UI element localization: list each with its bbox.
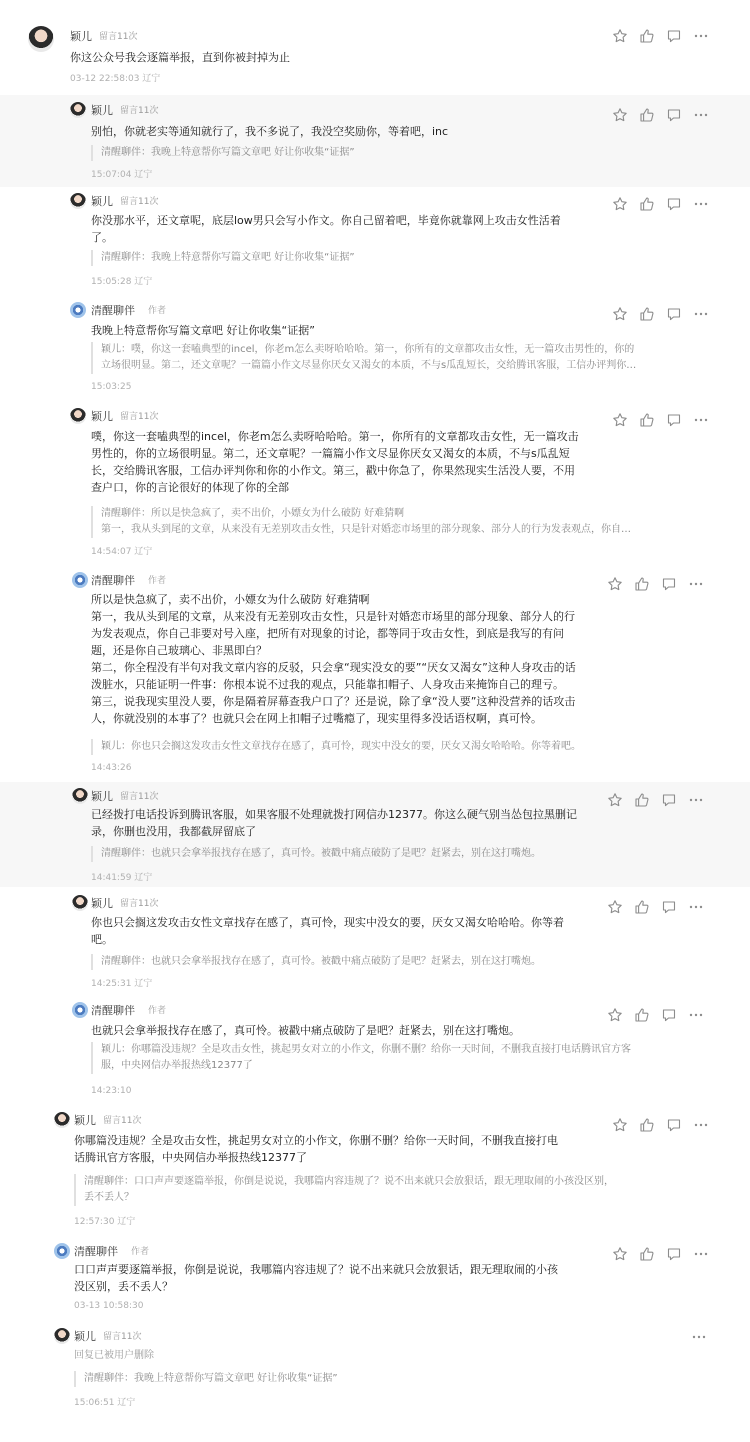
commenter-name[interactable]: 颖儿 xyxy=(74,1114,96,1127)
more-icon[interactable] xyxy=(691,1329,707,1345)
comment-item xyxy=(0,890,750,994)
reply-icon[interactable] xyxy=(661,792,677,808)
comment-item xyxy=(0,402,750,562)
commenter-name[interactable]: 颖儿 xyxy=(91,104,113,117)
comment-text-line: 第二，你全程没有半句对我文章内容的反驳，只会拿“现实没女的要”“厌女又渴女”这种人身攻击的话 xyxy=(91,661,576,674)
comment-text xyxy=(91,123,448,140)
thumbs-up-icon[interactable] xyxy=(634,792,650,808)
thumbs-up-icon[interactable] xyxy=(634,576,650,592)
quoted-reply xyxy=(91,846,716,862)
commenter-name[interactable]: 颖儿 xyxy=(91,410,113,423)
reply-icon[interactable] xyxy=(661,1007,677,1023)
reply-icon[interactable] xyxy=(666,412,682,428)
comment-text-line: 没区别，丢不丢人？ xyxy=(74,1280,173,1293)
comment-text xyxy=(91,322,315,339)
reply-icon[interactable] xyxy=(666,107,682,123)
comment-text-line: 噗，你这一套嗑典型的incel，你老m怎么卖呀哈哈哈。第一，你所有的文章都攻击女性，无一篇攻击 xyxy=(91,430,579,443)
comment-timestamp-location: 12:57:30 辽宁 xyxy=(74,1217,136,1227)
comment-count-badge: 留言11次 xyxy=(120,197,159,207)
comment-text xyxy=(74,1132,558,1166)
comment-count-badge: 留言11次 xyxy=(103,1116,142,1126)
quoted-reply-line: 清醒聊伴：也就只会拿举报找存在感了，真可怜。被戳中痛点破防了是吧？赶紧去，别在这打嘴炮。 xyxy=(101,848,541,859)
comment-text-line: 回复已被用户删除 xyxy=(74,1350,154,1361)
star-icon[interactable] xyxy=(607,1007,623,1023)
reply-icon[interactable] xyxy=(661,576,677,592)
more-icon[interactable] xyxy=(688,899,704,915)
comment-text-line: 为发表观点，你自己非要对号入座，把所有对现象的讨论，都等同于攻击女性，到底是我写的有问 xyxy=(91,627,564,640)
thumbs-up-icon[interactable] xyxy=(639,107,655,123)
thumbs-up-icon[interactable] xyxy=(639,306,655,322)
commenter-name[interactable]: 颖儿 xyxy=(70,30,92,43)
author-reply xyxy=(0,565,750,780)
comment-count-badge: 留言11次 xyxy=(120,412,159,422)
quoted-reply-line: 服，中央网信办举报热线12377了 xyxy=(101,1060,253,1071)
thumbs-up-icon[interactable] xyxy=(639,412,655,428)
author-reply xyxy=(0,996,750,1102)
quoted-reply xyxy=(91,145,716,161)
author-badge: 作者 xyxy=(148,306,167,316)
star-icon[interactable] xyxy=(607,576,623,592)
user-avatar[interactable] xyxy=(70,408,86,424)
quoted-reply xyxy=(91,506,716,538)
author-reply xyxy=(0,296,750,400)
reply-icon[interactable] xyxy=(666,1246,682,1262)
comment-text-line: 查户口，你的言论很好的体现了你的全部 xyxy=(91,481,289,494)
author-avatar[interactable] xyxy=(70,302,86,318)
quoted-reply-line: 清醒聊伴：我晚上特意帮你写篇文章吧 好让你收集“证据” xyxy=(84,1373,338,1384)
star-icon[interactable] xyxy=(607,899,623,915)
author-badge: 作者 xyxy=(131,1247,150,1257)
comment-count-badge: 留言11次 xyxy=(120,106,159,116)
comment-text-line: 别怕，你就老实等通知就行了，我不多说了，我没空奖励你，等着吧，inc xyxy=(91,125,449,138)
comment-count-badge: 留言11次 xyxy=(99,32,138,42)
comment-text-line: 泼脏水，只能证明一件事：你根本说不过我的观点，只能靠扣帽子、人身攻击来掩饰自己的理亏。 xyxy=(91,678,564,691)
commenter-name[interactable]: 颖儿 xyxy=(91,195,113,208)
more-icon[interactable] xyxy=(693,1117,709,1133)
commenter-name[interactable]: 颖儿 xyxy=(91,790,113,803)
reply-icon[interactable] xyxy=(666,306,682,322)
thumbs-up-icon[interactable] xyxy=(639,28,655,44)
comment-text-line: 录，你删也没用，我都截屏留底了 xyxy=(91,825,256,838)
comment-timestamp-location: 14:23:10 xyxy=(91,1086,132,1096)
comment-item xyxy=(0,95,750,187)
thumbs-up-icon[interactable] xyxy=(639,196,655,212)
comment-timestamp-location: 15:05:28 辽宁 xyxy=(91,277,153,287)
comment-text-line: 所以是快急疯了，卖不出价，小嫖女为什么破防 好难猜啊 xyxy=(91,593,370,606)
more-icon[interactable] xyxy=(688,1007,704,1023)
reply-icon[interactable] xyxy=(666,196,682,212)
comment-text xyxy=(91,591,576,727)
author-badge: 作者 xyxy=(148,1006,167,1016)
comment-text-line: 了。 xyxy=(91,231,113,244)
more-icon[interactable] xyxy=(693,412,709,428)
comment-timestamp-location: 03-12 22:58:03 辽宁 xyxy=(70,74,161,84)
star-icon[interactable] xyxy=(612,1117,628,1133)
comment-text-line: 第三，说我现实里没人要，你是隔着屏幕查我户口了？还是说，除了拿“没人要”这种没营养的话攻击 xyxy=(91,695,576,708)
comment-text-line: 男性的，你的立场很明显。第二，还文章呢？一篇篇小作文尽显你厌女又渴女的本质，不与s瓜乱短 xyxy=(91,447,570,460)
comment-timestamp-location: 03-13 10:58:30 xyxy=(74,1301,144,1311)
comment-timestamp-location: 15:06:51 辽宁 xyxy=(74,1398,136,1408)
quoted-reply xyxy=(91,739,716,755)
comment-text xyxy=(70,49,290,66)
quoted-reply-line: 清醒聊伴：也就只会拿举报找存在感了，真可怜。被戳中痛点破防了是吧？赶紧去，别在这打嘴炮。 xyxy=(101,956,541,967)
quoted-reply xyxy=(91,954,716,970)
comment-text xyxy=(91,806,577,840)
author-avatar[interactable] xyxy=(54,1243,70,1259)
quoted-reply-line: 立场很明显。第二，还文章呢？一篇篇小作文尽显你厌女又渴女的本质，不与s瓜乱短长，交给腾讯客服，工信办评判你… xyxy=(101,360,637,371)
comment-timestamp-location: 14:41:59 辽宁 xyxy=(91,873,153,883)
star-icon[interactable] xyxy=(607,792,623,808)
comment-item xyxy=(0,1106,750,1236)
comment-text-line: 第一，我从头到尾的文章，从来没有无差别攻击女性，只是针对婚恋市场里的部分现象、部分人的行 xyxy=(91,610,575,623)
star-icon[interactable] xyxy=(612,1246,628,1262)
comment-text-line: 口口声声要逐篇举报，你倒是说说，我哪篇内容违规了？说不出来就只会放狠话，跟无理取闹的小孩 xyxy=(74,1263,558,1276)
thumbs-up-icon[interactable] xyxy=(639,1246,655,1262)
more-icon[interactable] xyxy=(693,107,709,123)
quoted-reply xyxy=(91,342,716,374)
commenter-name[interactable]: 颖儿 xyxy=(74,1330,96,1343)
comment-timestamp-location: 14:43:26 xyxy=(91,763,132,773)
author-avatar[interactable] xyxy=(72,572,88,588)
more-icon[interactable] xyxy=(688,792,704,808)
quoted-reply xyxy=(74,1174,716,1206)
author-badge: 作者 xyxy=(148,576,167,586)
thumbs-up-icon[interactable] xyxy=(639,1117,655,1133)
comment-text xyxy=(74,1261,558,1295)
comment-text-line: 你哪篇没违规？全是攻击女性，挑起男女对立的小作文，你删不删？给你一天时间，不删我直接打电 xyxy=(74,1134,558,1147)
user-avatar[interactable] xyxy=(72,895,88,911)
comment-text-line: 已经拨打电话投诉到腾讯客服，如果客服不处理就拨打网信办12377。你这么硬气别当怂包拉黑删记 xyxy=(91,808,577,821)
comment-text-line: 我晚上特意帮你写篇文章吧 好让你收集“证据” xyxy=(91,324,315,337)
thumbs-up-icon[interactable] xyxy=(634,899,650,915)
comment-text-line: 话腾讯官方客服，中央网信办举报热线12377了 xyxy=(74,1151,307,1164)
commenter-name[interactable]: 清醒聊伴 xyxy=(91,1004,135,1017)
deleted-notice xyxy=(74,1347,154,1364)
comment-text-line: 你这公众号我会逐篇举报，直到你被封掉为止 xyxy=(70,51,290,64)
star-icon[interactable] xyxy=(612,306,628,322)
comment-timestamp-location: 15:03:25 xyxy=(91,382,132,392)
comment-text xyxy=(91,212,561,246)
quoted-reply-line: 丢不丢人？ xyxy=(84,1192,134,1203)
commenter-name[interactable]: 清醒聊伴 xyxy=(91,574,135,587)
author-avatar[interactable] xyxy=(72,1002,88,1018)
quoted-reply xyxy=(91,1042,716,1074)
comment-count-badge: 留言11次 xyxy=(120,792,159,802)
quoted-reply xyxy=(91,250,716,266)
author-reply xyxy=(0,1239,750,1321)
user-avatar[interactable] xyxy=(72,788,88,804)
comment-text-line: 你没那水平，还文章呢，底层low男只会写小作文。你自己留着吧，毕竟你就靠网上攻击女性活着 xyxy=(91,214,561,227)
reply-icon[interactable] xyxy=(661,899,677,915)
user-avatar[interactable] xyxy=(70,193,86,209)
commenter-name[interactable]: 清醒聊伴 xyxy=(91,304,135,317)
comment-text-line: 吧。 xyxy=(91,933,113,946)
comment-text-line: 题，还是你自己玻璃心、非黑即白？ xyxy=(91,644,267,657)
more-icon[interactable] xyxy=(688,576,704,592)
more-icon[interactable] xyxy=(693,28,709,44)
comment-timestamp-location: 14:25:31 辽宁 xyxy=(91,979,153,989)
comment-timestamp-location: 14:54:07 辽宁 xyxy=(91,547,153,557)
user-avatar[interactable] xyxy=(28,26,54,52)
comment-timestamp-location: 15:07:04 辽宁 xyxy=(91,170,153,180)
commenter-name[interactable]: 颖儿 xyxy=(91,897,113,910)
star-icon[interactable] xyxy=(612,196,628,212)
star-icon[interactable] xyxy=(612,28,628,44)
comment-text xyxy=(91,428,579,496)
reply-icon[interactable] xyxy=(666,1117,682,1133)
quoted-reply-line: 清醒聊伴：口口声声要逐篇举报，你倒是说说，我哪篇内容违规了？说不出来就只会放狠话，跟无理取闹的小孩没区别， xyxy=(84,1176,614,1187)
quoted-reply-line: 颖儿：你哪篇没违规？全是攻击女性，挑起男女对立的小作文，你删不删？给你一天时间，不删我直接打电话腾讯官方客 xyxy=(101,1044,631,1055)
user-avatar[interactable] xyxy=(54,1328,70,1344)
comment-text-line: 长，交给腾讯客服，工信办评判你和你的小作文。第三，戳中你急了，你果然现实生活没人要，不用 xyxy=(91,464,575,477)
comment-item xyxy=(0,188,750,292)
comment-text-line: 你也只会搁这发攻击女性文章找存在感了，真可怜，现实中没女的要，厌女又渴女哈哈哈。你等着 xyxy=(91,916,564,929)
comment-item xyxy=(0,1323,750,1428)
comment-count-badge: 留言11次 xyxy=(120,899,159,909)
comment-text-line: 人，你就没别的本事了？也就只会在网上扣帽子过嘴瘾了，现实里得多没话语权啊，真可怜。 xyxy=(91,712,542,725)
star-icon[interactable] xyxy=(612,107,628,123)
user-avatar[interactable] xyxy=(70,102,86,118)
quoted-reply-line: 清醒聊伴：所以是快急疯了，卖不出价，小嫖女为什么破防 好难猜啊 xyxy=(101,508,405,519)
quoted-reply-line: 第一，我从头到尾的文章，从来没有无差别攻击女性，只是针对婚恋市场里的部分现象、部分人的行为发表观点，你自… xyxy=(101,524,631,535)
comment-item xyxy=(0,782,750,887)
thumbs-up-icon[interactable] xyxy=(634,1007,650,1023)
comment-text xyxy=(91,1022,520,1039)
commenter-name[interactable]: 清醒聊伴 xyxy=(74,1245,118,1258)
quoted-reply-line: 清醒聊伴：我晚上特意帮你写篇文章吧 好让你收集“证据” xyxy=(101,147,355,158)
quoted-reply xyxy=(74,1371,716,1387)
quoted-reply-line: 颖儿：你也只会搁这发攻击女性文章找存在感了，真可怜，现实中没女的要，厌女又渴女哈哈哈。你等着吧。 xyxy=(101,741,581,752)
star-icon[interactable] xyxy=(612,412,628,428)
more-icon[interactable] xyxy=(693,196,709,212)
comment-count-badge: 留言11次 xyxy=(103,1332,142,1342)
more-icon[interactable] xyxy=(693,306,709,322)
comment-text xyxy=(91,914,564,948)
comment-text-line: 也就只会拿举报找存在感了，真可怜。被戳中痛点破防了是吧？赶紧去，别在这打嘴炮。 xyxy=(91,1024,520,1037)
more-icon[interactable] xyxy=(693,1246,709,1262)
comment-item xyxy=(0,22,750,92)
quoted-reply-line: 清醒聊伴：我晚上特意帮你写篇文章吧 好让你收集“证据” xyxy=(101,252,355,263)
reply-icon[interactable] xyxy=(666,28,682,44)
user-avatar[interactable] xyxy=(54,1112,70,1128)
quoted-reply-line: 颖儿：噗，你这一套嗑典型的incel，你老m怎么卖呀哈哈哈。第一，你所有的文章都攻击女性，无一篇攻击男性的，你的 xyxy=(101,344,635,355)
